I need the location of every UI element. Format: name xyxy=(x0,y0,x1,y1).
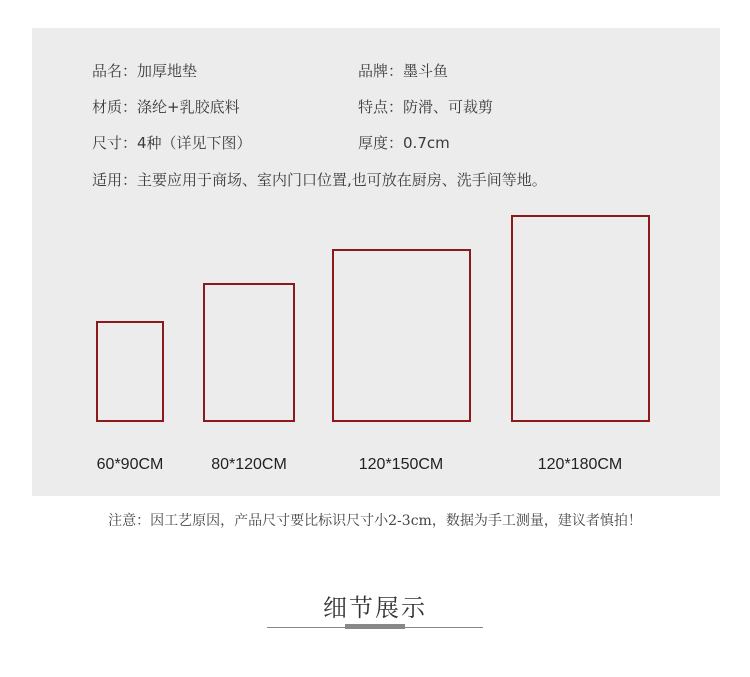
spec-usage xyxy=(92,169,547,190)
spec-feature-value: 防滑、可裁剪 xyxy=(403,98,494,116)
title-divider-accent xyxy=(345,624,405,629)
size-rect-120x150 xyxy=(332,249,471,422)
spec-usage-label: 适用： xyxy=(92,171,138,189)
spec-material-label: 材质： xyxy=(92,98,138,116)
size-label-80x120: 80*120CM xyxy=(211,456,287,473)
spec-size-value: 4种（详见下图） xyxy=(137,134,252,152)
spec-brand-label: 品牌： xyxy=(358,62,404,80)
spec-name-label: 品名： xyxy=(92,62,138,80)
spec-thickness-label: 厚度： xyxy=(358,134,404,152)
size-rect-120x180 xyxy=(511,215,650,422)
size-label-120x150: 120*150CM xyxy=(358,456,444,473)
spec-material xyxy=(92,96,240,117)
spec-brand xyxy=(358,60,448,81)
spec-feature-label: 特点： xyxy=(358,98,404,116)
spec-material-value: 涤纶+乳胶底料 xyxy=(137,98,240,116)
spec-name-value: 加厚地垫 xyxy=(137,62,198,80)
spec-usage-value: 主要应用于商场、室内门口位置,也可放在厨房、洗手间等地。 xyxy=(137,171,547,189)
size-label-120x180: 120*180CM xyxy=(537,456,623,473)
size-rect-80x120 xyxy=(203,283,295,422)
spec-feature xyxy=(358,96,493,117)
spec-size xyxy=(92,132,252,153)
spec-brand-value: 墨斗鱼 xyxy=(403,62,449,80)
notice-text: 注意：因工艺原因，产品尺寸要比标识尺寸小2-3cm，数据为手工测量，建议者慎拍！ xyxy=(108,513,642,529)
spec-name xyxy=(92,60,197,81)
spec-thickness-value: 0.7cm xyxy=(403,134,450,152)
section-title: 细节展示 xyxy=(323,594,427,622)
size-rect-60x90 xyxy=(96,321,164,422)
spec-thickness xyxy=(358,132,450,153)
spec-size-label: 尺寸： xyxy=(92,134,138,152)
size-label-60x90: 60*90CM xyxy=(96,456,164,473)
